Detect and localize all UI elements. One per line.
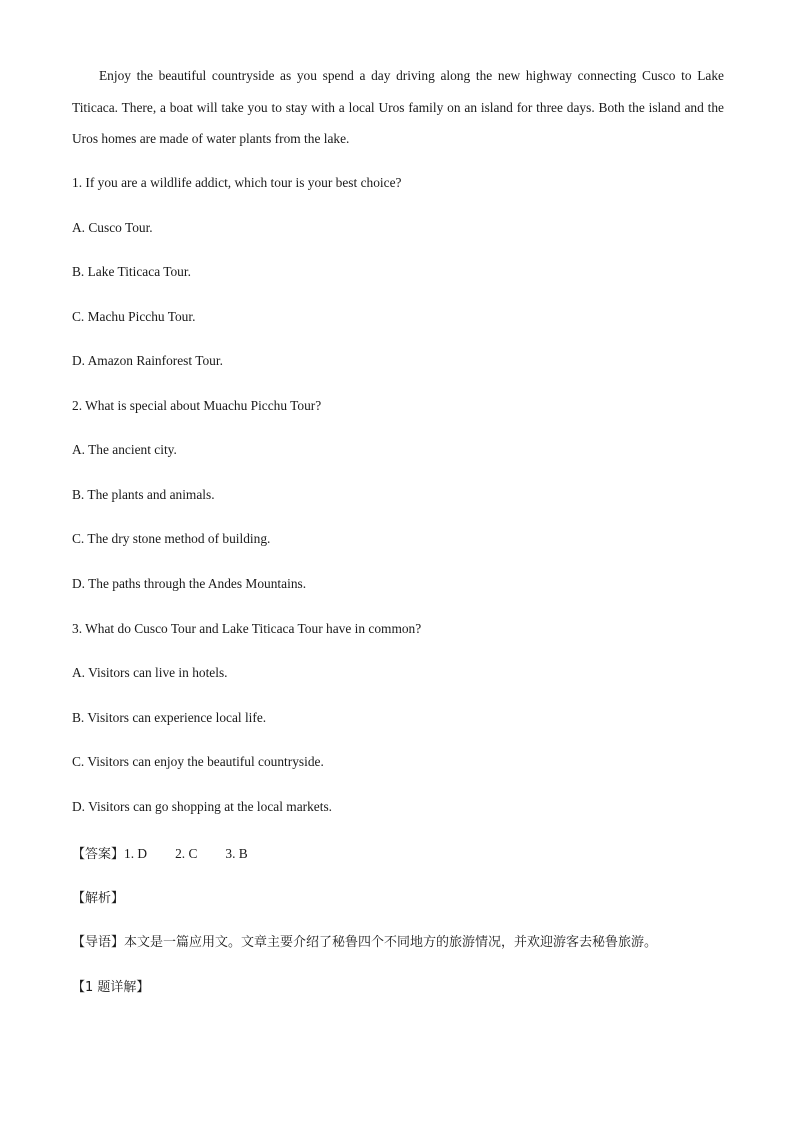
question-1-option-b: B. Lake Titicaca Tour.	[72, 264, 191, 279]
question-2-option-a: A. The ancient city.	[72, 442, 177, 457]
guide-line	[72, 931, 657, 950]
answer-line	[72, 843, 248, 862]
question-3-stem: 3. What do Cusco Tour and Lake Titicaca Tour have in common?	[72, 621, 422, 636]
detail-heading: 【1 题详解】	[72, 980, 150, 995]
question-3-option-c: C. Visitors can enjoy the beautiful countryside.	[72, 754, 324, 769]
question-1-option-a: A. Cusco Tour.	[72, 220, 153, 235]
guide-text: 本文是一篇应用文。文章主要介绍了秘鲁四个不同地方的旅游情况，并欢迎游客去秘鲁旅游。	[124, 935, 658, 950]
question-3-option-d: D. Visitors can go shopping at the local markets.	[72, 799, 333, 814]
question-1-stem: 1. If you are a wildlife addict, which tour is your best choice?	[72, 175, 402, 190]
analysis-heading: 【解析】	[72, 891, 125, 906]
question-2-option-c: C. The dry stone method of building.	[72, 531, 271, 546]
question-2-option-b: B. The plants and animals.	[72, 487, 215, 502]
question-2-option-d: D. The paths through the Andes Mountains.	[72, 576, 307, 591]
question-1-option-c: C. Machu Picchu Tour.	[72, 309, 196, 324]
question-3-option-a: A. Visitors can live in hotels.	[72, 665, 228, 680]
answer-2: 2. C	[175, 846, 198, 861]
answer-1: 1. D	[124, 846, 148, 861]
answer-3: 3. B	[225, 846, 248, 861]
passage-paragraph: Enjoy the beautiful countryside as you spend a day driving along the new highway connecting Cusco to Lake Titicaca. There, a boat will take you to stay with a local Uros family on an island for three days. Both the island and the Uros homes are made of water plants from the lake.	[72, 68, 724, 146]
answer-label: 【答案】	[72, 847, 125, 862]
question-1-option-d: D. Amazon Rainforest Tour.	[72, 353, 223, 368]
guide-label: 【导语】	[72, 935, 125, 950]
question-3-option-b: B. Visitors can experience local life.	[72, 710, 267, 725]
question-2-stem: 2. What is special about Muachu Picchu Tour?	[72, 398, 322, 413]
